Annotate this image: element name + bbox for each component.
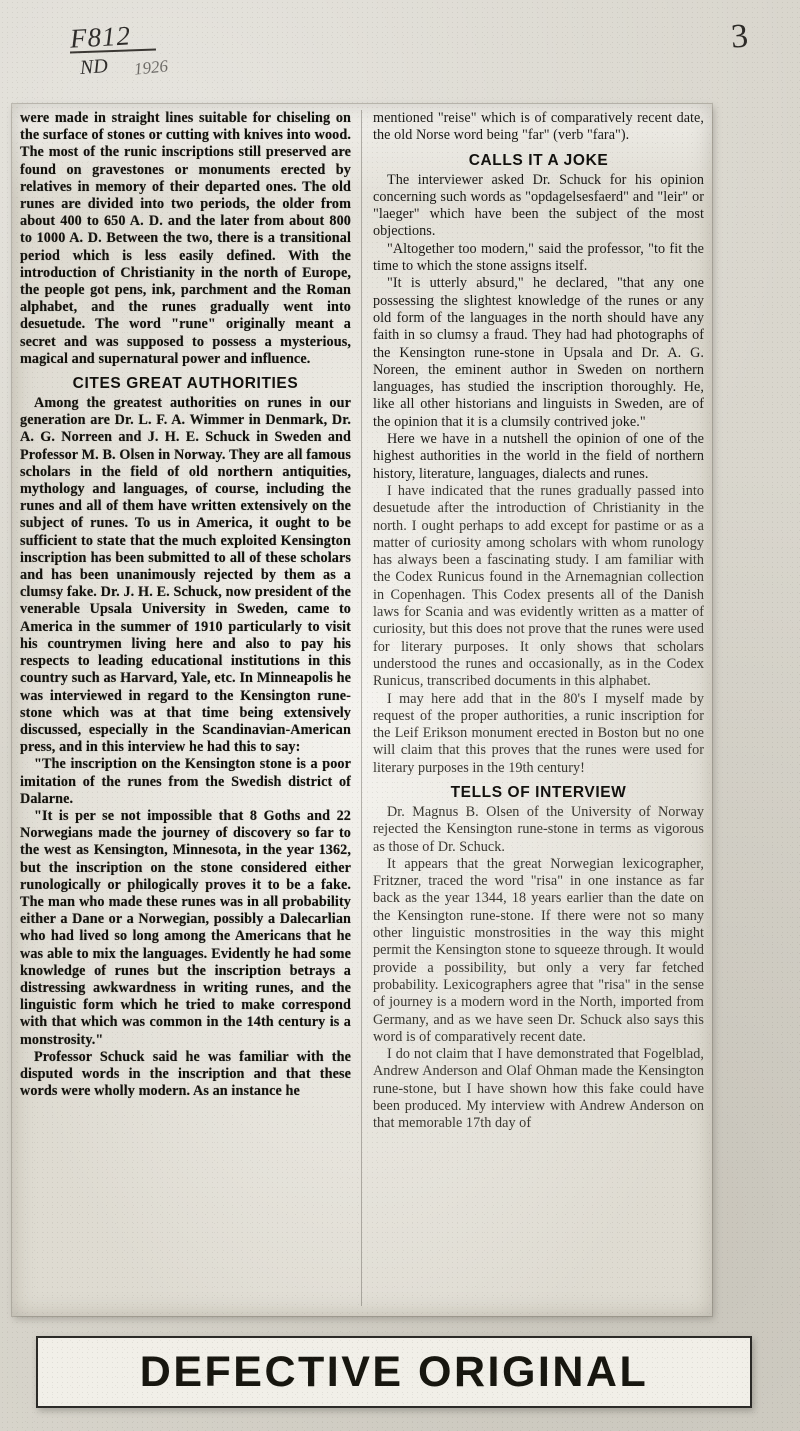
defective-original-label: DEFECTIVE ORIGINAL <box>139 1347 649 1396</box>
paragraph: I may here add that in the 80's I myself made by request of the proper authorities, a runic inscription for the Leif Erikson monument erected in Boston but no one will claim that this proves that the runes were used for literary purposes in the 19th century! <box>373 690 704 776</box>
paragraph: I do not claim that I have demonstrated that Fogelblad, Andrew Anderson and Olaf Ohman made the Kensington rune-stone, but I have shown how this fake could have been produced. My interview with Andrew Anderson on that memorable 17th day of <box>373 1046 704 1132</box>
newspaper-clipping <box>12 104 712 1316</box>
call-number-line3: 1926 <box>132 56 169 79</box>
call-number-line2: ND <box>79 55 109 79</box>
paragraph: "It is utterly absurd," he declared, "that any one possessing the slightest knowledge of the runes or any old form of the languages in the north should have any faith in so clumsy a fraud. They had had photographs of the Kensington rune-stone in Upsala and Dr. A. G. Noreen, the eminent author in Sweden on northern languages, has studied the inscription thoroughly. He, like all other historians and linguists in Sweden, are of the opinion that it is a clumsily contrived joke." <box>373 275 704 430</box>
paragraph: were made in straight lines suitable for chiseling on the surface of stones or cutting with knives into wood. The most of the runic inscriptions still preserved are found on gravestones or monuments erected by relatives in memory of their departed ones. The old runes are divided into two periods, the older from about 400 to 650 A. D. and the later from about 800 to 1000 A. D. Between the two, there is a transitional period which is less easily defined. With the introduction of Christianity in the north of Europe, the people got pens, ink, parchment and the Roman alphabet, and the runes gradually went into desuetude. The word "rune" originally meant a secret and was supposed to possess a mysterious, magical and supernatural power and influence. <box>20 110 351 367</box>
paragraph: "Altogether too modern," said the professor, "to fit the time to which the stone assigns itself. <box>373 240 704 275</box>
paragraph: "The inscription on the Kensington stone is a poor imitation of the runes from the Swedish district of Dalarne. <box>20 756 351 807</box>
archive-call-number-annotation <box>70 22 190 79</box>
paragraph: It appears that the great Norwegian lexicographer, Fritzner, traced the word "risa" in one instance as far back as the year 1344, 18 years earlier than the date on the Kensington rune-stone. If there were not so many other linguistic monstrosities in the way this might permit the Kensington stone to squeeze through. It would provide a possibility, but only a very far fetched probability. Lexicographers agree that "risa" in the sense of journey is a modern word in the North, imported from Germany, and as we have seen Dr. Schuck also says this word is of comparatively recent date. <box>373 855 704 1045</box>
subhead-tells-of-interview: TELLS OF INTERVIEW <box>450 783 627 801</box>
subhead-calls-it-a-joke: CALLS IT A JOKE <box>468 151 609 169</box>
paragraph: I have indicated that the runes gradually passed into desuetude after the introduction of Christianity in the north. I ought perhaps to add except for pastime or as a matter of curiosity among scholars with whom runology has always been a fascinating study. I am familiar with the Codex Runicus found in the Arnemagnian collection in Copenhagen. This Codex presents all of the Danish laws for Scania and was evidently written as a matter of curiosity, but this does not prove that the runes were used for literary purposes. It only shows that scholars understood the runes and occasionally, as in the Codex Runicus, transcribed documents in this alphabet. <box>373 482 704 690</box>
paragraph: Dr. Magnus B. Olsen of the University of Norway rejected the Kensington rune-stone in terms as vigorous as those of Dr. Schuck. <box>373 803 704 855</box>
clipping-right-column <box>362 110 704 1306</box>
subhead-cites-great-authorities: CITES GREAT AUTHORITIES <box>72 375 299 393</box>
paragraph: mentioned "reise" which is of comparatively recent date, the old Norse word being "far" (verb "fara"). <box>373 110 704 144</box>
paragraph: The interviewer asked Dr. Schuck for his opinion concerning such words as "opdagelsesfaerd" and "leir" or "laeger" which have been the subject of the most objections. <box>373 171 704 240</box>
defective-original-stamp <box>36 1336 752 1408</box>
paragraph: Among the greatest authorities on runes in our generation are Dr. L. F. A. Wimmer in Denmark, Dr. A. G. Norreen and J. H. E. Schuck in Sweden and Professor M. B. Olsen in Norway. They are all famous scholars in the field of old northern antiquities, mythology and languages, of course, including the runes and all of them have written extensively on the subject of runes. To us in America, it ought to be sufficient to state that the much exploited Kensington inscription has been submitted to all of these scholars and has been unanimously rejected by them as a clumsy fake. Dr. J. H. E. Schuck, now president of the venerable Upsala University in Sweden, came to America in the summer of 1910 particularly to visit his countrymen living here and also to pay his respects to leading educational institutions in this country such as Harvard, Yale, etc. In Minneapolis he was interviewed in regard to the Kensington rune-stone which was at that time being extensively discussed, especially in the Scandinavian-American press, and in this interview he had this to say: <box>20 395 351 756</box>
call-number-text: F812 <box>69 20 132 54</box>
paragraph: Here we have in a nutshell the opinion of one of the highest authorities in the world in the field of northern history, literature, languages, dialects and runes. <box>373 431 704 482</box>
paragraph: "It is per se not impossible that 8 Goths and 22 Norwegians made the journey of discovery so far to the west as Kensington, Minnesota, in the year 1362, but the inscription on the stone considered either runologically or philogically proves it to be a fake. The man who made these runes was in all probability either a Dane or a Norwegian, possibly a Dalecarlian who had lived so long among the Americans that he was able to mix the languages. Evidently he had some knowledge of runes but the inscription betrays a distressing awkwardness in writing runes, and the linguistic form which he tried to make correspond with that which was common in the 14th century is a monstrosity." <box>20 807 351 1048</box>
page-number: 3 <box>729 17 750 56</box>
clipping-left-column <box>20 110 362 1306</box>
paragraph: Professor Schuck said he was familiar with the disputed words in the inscription and that these words were wholly modern. As an instance he <box>20 1048 351 1100</box>
